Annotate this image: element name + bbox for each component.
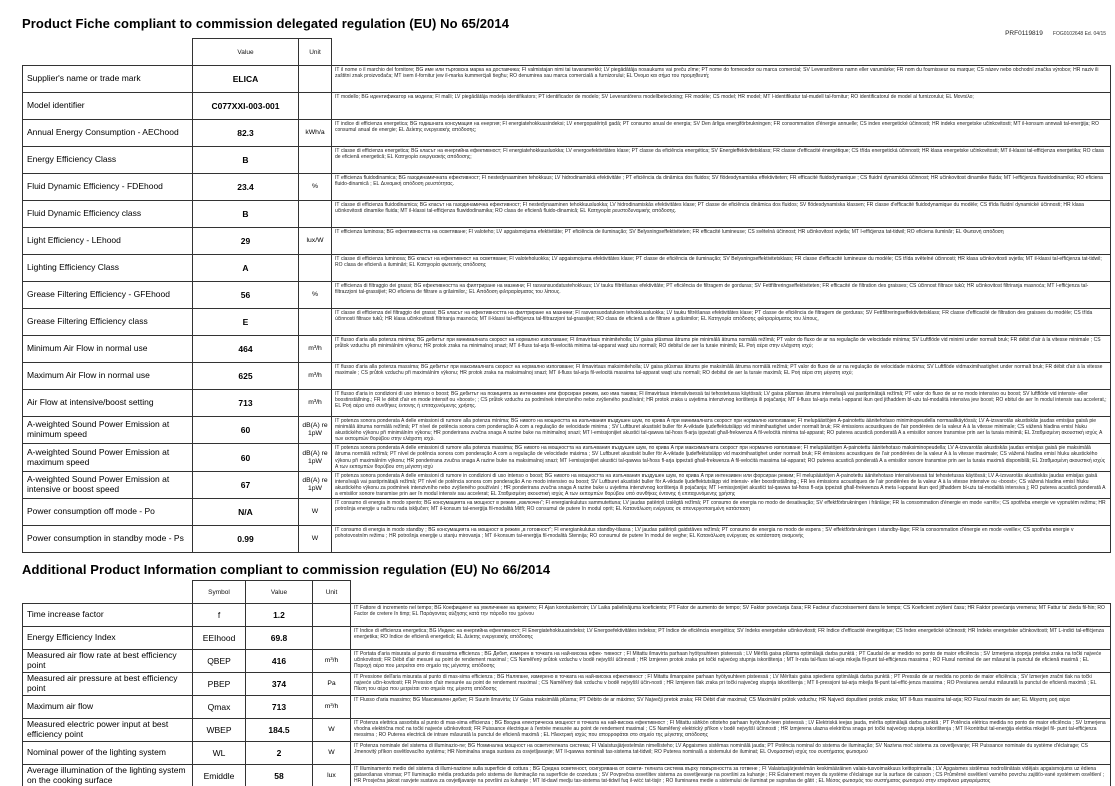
row-unit: dB(A) re 1pW — [299, 444, 332, 471]
row-value: 1.2 — [246, 604, 313, 627]
row-unit: m³/h — [299, 363, 332, 390]
row-description: IT Illuminamento medio del sistema di illumi-nazione sulla superficie di cottura ; BG Средна осветеност, осигурявана от освети- телната система върху повърхността за готвене ; FI Valaistusjärjestelmän keskimääräinen valais-tusvoimakkuus keittopinnalla ; LV Apgaismes sistēmas nodrošinātais vidējais apgaismojums uz ēdiena gatavošanas virsmas; PT Iluminação média produzida pelo sistema de iluminação na superfície de cozedura ; SV Povprečna osvetlitev sistema za osvetljevanje na površini za kuhanje ; FR Éclairement moyen du système d'éclairage sur la surface de cuisson ; CS Průměrné osvětlení varného povrchu zajišťo-vané systémem osvětlení ; HR Prosječna jakost rasvjete sustava za osvjetljavanje na površini za kuhanje ; MT Id-dawl medju tas-sistema tat-tidwil fuq il-wiċċ tat-tisjir ; RO Iluminarea medie a sistemului de iluminat pe suprafaa de gătit ; EL Μέσος φωτισμός του συστήματος φωτισμού στην επιφάνεια μαγειρέματος — [351, 765, 1111, 786]
row-label: A-weighted Sound Power Emission at minimum speed — [23, 417, 193, 444]
row-label: Maximum air flow — [23, 696, 193, 719]
table1-header-spacer-label — [23, 39, 193, 66]
row-unit: dB(A) re 1pW — [299, 417, 332, 444]
row-label: A-weighted Sound Power Emission at maximum speed — [23, 444, 193, 471]
row-label: Supplier's name or trade mark — [23, 66, 193, 93]
row-description: IT Flusso d'aria massimo; BG Максимален дебит; FI Suurin ilmavirta; LV Gaisa maksimālā plūsma; PT Débito de ar máximo; SV Največji pretok zraka; FR Débit d'air maximal; CS Maximální průtok vzduchu; HR Najveći dopušteni protok zraka; MT Il-fluss massimu tal-arja; RO Fluxul maxim de aer; EL Μέγιστη ροή αέρα — [351, 696, 1111, 719]
table-row — [23, 93, 1111, 120]
row-unit — [299, 147, 332, 174]
row-label: Minimum Air Flow in normal use — [23, 336, 193, 363]
row-label: Maximum Air Flow in normal use — [23, 363, 193, 390]
row-unit: W — [299, 526, 332, 553]
row-value: ELICA — [193, 66, 299, 93]
table-row — [23, 201, 1111, 228]
row-value: 82.3 — [193, 120, 299, 147]
row-label: Fluid Dynamic Efficiency - FDEhood — [23, 174, 193, 201]
row-description: IT classe di efficienza luminosa; BG класът на ефективност на осветяване; FI valoteholuokka; LV apgaismojuma efektivitātes klase; PT classe de eficiência de iluminação; SV Belysningseffektivitetsklass; FR classe d'efficacité lumineuse du modèle; CS třída světelné účinnosti; HR klasa učinkovitosti svjetla; MT il-klassi tal-effiċjenza tat-tidwil; RO clasa de eficienă a iluminări; EL Κατηγορία φωτεινής απόδοσης — [332, 255, 1111, 282]
row-label: Measured air flow rate at best efficiency point — [23, 650, 193, 673]
row-value: 2 — [246, 742, 313, 765]
table-row — [23, 719, 1111, 742]
table-row — [23, 66, 1111, 93]
row-description: IT classe di efficienza fluidodinamica; BG класът на газодинамична ефективност; FI nestedynaaminen tehokkuusluokka; LV hidrodinamiskās efektivitātes klase; PT classe de eficiência dinâmica dos fluidos; SV flödesdynamiska klassen; FR classe d'efficacité fluidodynamique du modèle; CS třída fluidní dynamické účinnosti; HR klasa učinkovitosti dinamike fluida; MT il-klassi tal-effiċjenza fluwidodinamika; RO clasa de eficienă fluido-dinamică; EL Κατηγορία ρευστοδυναμικής απόδοσης. — [332, 201, 1111, 228]
row-value: 23.4 — [193, 174, 299, 201]
row-description: IT il nome o il marchio del fornitore; BG име или търговска марка на доставчика; FI valmistajan nimi tai tavaramerkki; LV piegādātāja nosaukums vai preču zīme; PT nome do fornecedor ou marca comercial; SV Leverantörens namn eller varumärke; FR nom du fournisseur ou marque; CS název nebo obchodní značka výrobce; HR naziv ili zaštitni znak proizvođača; MT isem il-fornitur jew il-marka kummerċjali tiegħu; RO denumirea sau marca comercială a furnizorului; EL Όνομα και σήμα του προμηθευτή; — [332, 66, 1111, 93]
table-row — [23, 282, 1111, 309]
table-row — [23, 309, 1111, 336]
row-unit: m³/h — [313, 696, 351, 719]
row-value: 713 — [193, 390, 299, 417]
row-label: Measured electric power input at best efficiency point — [23, 719, 193, 742]
row-symbol: Emiddle — [193, 765, 246, 786]
table-row — [23, 120, 1111, 147]
row-unit — [299, 66, 332, 93]
row-value: 625 — [193, 363, 299, 390]
row-description: IT Fattore di incremento nel tempo; BG Коефициент на увеличение на времето; FI Ajan korotuskerroin; LV Laika palielinājuma koeficients; PT Fator de aumento de tempo; SV Faktor povećanja časa; FR Facteur d'accroissement dans le temps; CS Koeficient zvýšení času; HR Faktor povećanja vremena; MT Fattur ta' żieda fil-ħin; RO Factor de cretere în timp; EL Παράγοντας αύξησης κατά την πάροδο του χρόνου — [351, 604, 1111, 627]
row-value: 60 — [193, 417, 299, 444]
table-row — [23, 499, 1111, 526]
row-symbol: EEIhood — [193, 627, 246, 650]
row-description: IT Portata d'aria misurata al punto di massima efficienza ; BG Дебит, измерен в точката на най-висока ефек- тивност ; FI Mitattu ilmavirta parhaan hyötysuhteen pisteessä ; LV Mērītā gaisa plūsma optimālajā darba punktā ; PT Caudal de ar medido no ponto de maior eficiência ; SV Izmerjena stopnja pretoka zraka na točki najveće učinkovitosti; FR Débit d'air mesuré au point de rendement maximal ; CS Naměřený průtok vzduchu v bodě nejvyšší účinnosti ; HR Izmjeren protok zraka pri točki najvećeg stupnja iskorištenja ; MT Ir-rata tal-fluss tal-arja mkejla fil-punt tal-effiċjenza massima ; RO Fluxul nominal de aer măsurat la punctul de eficienă maximă ; EL Παροχή αέρα που μετρείται στο σημείο της μέγιστης απόδοσης — [351, 650, 1111, 673]
doc-code-primary: PRF0119819 — [1005, 30, 1043, 37]
row-symbol: Qmax — [193, 696, 246, 719]
row-symbol: f — [193, 604, 246, 627]
row-label: Energy Efficiency Class — [23, 147, 193, 174]
table2-header-symbol: Symbol — [193, 581, 246, 604]
row-unit — [299, 309, 332, 336]
row-description: IT efficienza luminosa; BG ефективността на осветяване; FI valoteho; LV apgaismojuma efektivitāte; PT eficiência de iluminação; SV Belysningseffektiviteten; FR efficacité lumineuse; CS světelná účinnost; HR učinkovitost svjetla; MT l-effiċjenza tat-tidwil; RO eficiena iluminăr; EL Φωτεινή απόδοση — [332, 228, 1111, 255]
document-header — [22, 16, 1110, 38]
row-label: Time increase factor — [23, 604, 193, 627]
row-label: Power consumption in standby mode - Ps — [23, 526, 193, 553]
row-symbol: PBEP — [193, 673, 246, 696]
row-value: N/A — [193, 499, 299, 526]
table-row — [23, 471, 1111, 498]
row-value: A — [193, 255, 299, 282]
row-value: 374 — [246, 673, 313, 696]
row-label: Fluid Dynamic Efficiency class — [23, 201, 193, 228]
table-row — [23, 742, 1111, 765]
table-row — [23, 673, 1111, 696]
row-unit — [313, 627, 351, 650]
document-codes — [1005, 22, 1106, 40]
row-description: IT consumo di energia in modo spento; BG консумацията на мощност в режим „изключен“; FI energiankulutus sammutettuna; LV jaudas patēriņš izslēgtā režīmā; PT consumo de energia no modo de desativação; SV effektförbrukningen i frånläge; FR la consommation d'énergie en mode «arrêt»; CS spotřeba energie ve vypnutém režimu; HR potrošnja energije u načinu rada isključen; MT il-konsum tal-enerġija fil-modalità Mitfi; RO consumul de putere în modul oprit; EL Κατανάλωση ενέργειας σε απενεργοποιημένη κατάσταση — [332, 499, 1111, 526]
table-row — [23, 696, 1111, 719]
row-value: B — [193, 201, 299, 228]
row-unit: dB(A) re 1pW — [299, 471, 332, 498]
row-description: IT consumo di energia in modo standby ; BG консумацията на мощност в режим „в готовност“; FI energiankulutus standby-tilassa ; LV jaudas patēriņš gaidstāves režīmā; PT consumo de energia no modo de espera ; SV effektförbrukningen i standby-läge; FR la consommation d'énergie en mode «veille»; CS spotřeba energie v pohotovostním režimu ; HR potrošnja energije u stanju mirovanja ; MT il-konsum tal-enerġija fil-modalità Stennija; RO consumul de putere în modul de veghe; EL Κατανάλωση ενέργειας σε κατάσταση αναμονής — [332, 526, 1111, 553]
row-value: 58 — [246, 765, 313, 786]
row-unit: % — [299, 282, 332, 309]
row-symbol: WBEP — [193, 719, 246, 742]
table2-header-spacer-desc — [351, 581, 1111, 604]
row-value: E — [193, 309, 299, 336]
row-label: Grease Filtering Efficiency - GFEhood — [23, 282, 193, 309]
row-value: 0.99 — [193, 526, 299, 553]
row-description: IT potenza sonora ponderata A delle emissioni di rumore alla potenza massima; BG нивото на мощността на излъчвания въздушен шум, по крива A при максималната скорост при нормално използване; FI melupäästöjen A-painotettu äänitehotaso maksiminopeudella; LV A-izsvarotās akustiskās jaudas emisijas gaisā pie maksimālā ātruma normālā režīmā; PT nível de potência sonora com ponderação A com a regulação de velocidade máxima ; SV Luftburet akustiskt buller för A-viktade ljudeffektutsläpp vid maximihastighet under normalt bruk; FR émissions acoustiques de l'air pondérées de la valeur A à la vitesse maximale; CS vážená hladina emisí hluku akustického výkonu při maximálním výkonu; HR ponderirana zvučna snaga A razine buke na maksimalnoj snazi; MT l-emissjonijiet akustiċi tal-qawwa tal-ħoss fl-arja ippeżati għall-frekwenza A fil-veloċità massima tal-apparat; RO puterea acustică ponderată A a emisiilor sonore transmise prin aer la turaia maximă disponibilă; EL Σταθμισμένη ακουστική ισχύς A των εκπομπών θορύβου στη μέγιστη ισχύ — [332, 444, 1111, 471]
row-value: 29 — [193, 228, 299, 255]
table-row — [23, 228, 1111, 255]
row-value: 56 — [193, 282, 299, 309]
doc-code-secondary: FOG0102648 Ed. 04/15 — [1052, 31, 1106, 37]
row-description: IT flusso d'aria in condizioni di uso intenso o boost; BG дебитът на позицията за интензивен или форсиран режим, ако има такива; FI ilmavirtaus intensiivisessä tai tehostetussa käytössä; LV gaisa plūsmas ātrums intensīvajā vai pastiprinātajā režīmā; PT valor do fluxo de ar no modo intensivo ou boost; SV luftflöde vid intensiv- eller boostinställning.; FR le débit d'air en mode intensif ou «boost»; ; CS průtok vzduchu za podmínek intenzivního nebo zvýšeného používání; HR protok zraka u uvjetima intenzivnog korištenja ili pojačanja; MT il-fluss tal-arja meta l-apparat ikun qed jitħaddem bl-użu tal-modalità intensiva jew boost; RO ebitul de aer în modul intensiv sau accelerat,; EL Ροή αέρα υπό συνθήκες έντονης ή επιταχυνόμενης χρήσης. — [332, 390, 1111, 417]
additional-info-table — [22, 580, 1111, 786]
row-unit: lux — [313, 765, 351, 786]
row-unit: m³/h — [299, 390, 332, 417]
row-description: IT flusso d'aria alla potenza minima; BG дебитът при минималната скорост на нормално използване; FI ilmavirtaus minimiteholla; LV gaisa plūsmas ātrums pie minimālā ātruma normālā režīmā; PT valor do fluxo de ar na regulação de velocidade mínima; SV Luftflöde vid minimi under normalt bruk; FR débit d'air à la vitesse minimale ; CS průtok vzduchu při minimálním výkonu; HR protok zraka na minimalnoj snazi; MT il-fluss tal-arja fil-velocità minima tal-apparat waqt użu normali; RO debitul de aer la turaie minimă; EL Ροή αέρα στην ελάχιστη ισχύ; — [332, 336, 1111, 363]
table1-header-unit: Unit — [299, 39, 332, 66]
row-unit — [299, 201, 332, 228]
row-symbol: WL — [193, 742, 246, 765]
row-description: IT modello; BG идентификатор на модела; FI malli; LV piegādātāja modeļa identifikators; PT identificador de modelo; SV Leverantörens modellbeteckning; FR modèle; CS model; HR model; MT l-identifikatur tal-mudell tal-fornitur; RO identificatorul de model al furnizorului; EL Μοντέλο; — [332, 93, 1111, 120]
row-unit: m³/h — [299, 336, 332, 363]
row-unit: W — [313, 742, 351, 765]
row-value: 184.5 — [246, 719, 313, 742]
row-label: Power consumption off mode - Po — [23, 499, 193, 526]
row-unit: kWh/a — [299, 120, 332, 147]
row-unit — [299, 93, 332, 120]
row-label: A-weighted Sound Power Emission at intensive or boost speed — [23, 471, 193, 498]
row-value: 416 — [246, 650, 313, 673]
row-unit — [299, 255, 332, 282]
table-row — [23, 526, 1111, 553]
table1-header-spacer-desc — [332, 39, 1111, 66]
table1-header-row — [23, 39, 1111, 66]
row-description: IT Pressione dell'aria misurata al punto di mas-sima efficienza ; BG Налягане, измерено в точката на най-висока ефективност ; FI Mitattu ilmanpaine parhaan hyötysuhteen pisteessä ; LV Mērītais gaisa spiediens optimālajā darba punktā ; PT Pressão de ar medida no ponto de maior eficiência ; SV Izmerjen zračni tlak na točki najveće učin-kovitosti; FR Pression d'air mesurée au point de rendement maximal ; CS Naměřený tlak vzduchu v bodě nejvyšší účin-nosti ; HR Izmjeren tlak zraka pri točki najvećeg stupnja iskorištenja ; MT Il-pressjoni tal-arja mkejla fil-punt tal-effiċ-jenza massima ; RO Presiunea aerului măsurată la punctul de eficienă maximă ; EL Πίεση του αέρα που μετριέται στο σημείο της μέγιστη απόδοσης — [351, 673, 1111, 696]
table-row — [23, 604, 1111, 627]
row-unit — [313, 604, 351, 627]
row-label: Grease Filtering Efficiency class — [23, 309, 193, 336]
table-row — [23, 363, 1111, 390]
row-unit: W — [299, 499, 332, 526]
row-description: IT indice di efficienza energetica; BG годишната консумация на енергия; FI energiatehokkuusindeksi; LV energopatēriņš gadā; PT consumo anual de energia; SV Den årliga energiförbrukningen; FR consommation d'énergie annuelle; CS index energetické účinnosti; HR indeks energetske učinkovitosti; MT il-konsum annwali tal-enerġija; RO consumul anual de energie; EL Δείκτης ενεργειακής απόδοσης; — [332, 120, 1111, 147]
product-fiche-table — [22, 38, 1111, 553]
row-unit: % — [299, 174, 332, 201]
row-description: IT Potenza nominale del sistema di illuminazio-ne; BG Номинална мощност на осветителната система; FI Valaistusjärjestelmän nimellisteho; LV Apgaismes sistēmas nominālā jauda; PT Potência nominal do sistema de iluminação; SV Nazivna moč sistema za osvetljevanje; FR Puissance nominale du système d'éclairage; CS Jmenovitý příkon osvětlovacího systému; HR Nominalna snaga sustava za osvjetljavanje; MT Il-qawwa nominali tas-sistema tat-tidwil; RO Puterea nominală a sistemului de iluminat; EL Ονομαστική ισχύς του συστήματος φωτισμού — [351, 742, 1111, 765]
row-description: IT Indice di efficienza energetica; BG Индекс на енергийна ефективност; FI Energiatehokkuusindeksi; LV Energoefektivitātes indekss; PT Índice de eficiência energética; SV Indeks energetske učinkovitosti; FR Indice d'efficacité énergétique; CS Index energetické účinnosti; HR Indeks energetske učinkovitosti; MT L-indiċi tal-effiċjenza enerġetika; RO Indice de eficienă energetică; EL Δείκτης ενεργειακής απόδοσης — [351, 627, 1111, 650]
row-unit: Pa — [313, 673, 351, 696]
table-row — [23, 147, 1111, 174]
table-row — [23, 417, 1111, 444]
table2-header-unit: Unit — [313, 581, 351, 604]
row-label: Energy Efficiency Index — [23, 627, 193, 650]
row-description: IT potenza sonora ponderata A delle emissioni di rumore in condizioni di uso intenso o boost; BG нивото на мощността на излъчвания въздушен шум, по крива A при интензивен или форсиран режим; FI melupäästöjen A-painotettu äänitehotaso intensiivisessä tai tehostetussa käytössä; LV A-izsvarotās akustiskās jaudas emisijas gaisā intensīvajā vai pastiprinātajā režīmā; PT nível de potência sonora com ponderação A no modo intensivo ou boost; SV Luftburet akustiskt buller för A-viktade ljudeffektutsläpp vid intensiv- eller boostinställning.; FR les émissions acoustiques de l'air pondérées de la valeur A à la vitesse intensive ou «boost»; CS vážená hladina emisí hluku akustického výkonu za podmínek intenzivního nebo zvýšeného používání ; HR ponderirana zvučna snaga A razine buke u uvjetima intenzivnog korištenja ili pojačanja; MT l-emissjonijiet akustiċi tal-qawwa tal-ħoss fl-arja ippeżati għall-frekwenza A meta l-apparat ikun qed jitħaddem bl-użu tal-modalità intensiva j; RO puterea acustică ponderată A a emisiilor sonore transmise prin aer în modul intensiv sau accelerat; EL Σταθμισμένη ακουστική ισχύς A των εκπομπών θορύβου υπό συνθήκες έντονης ή επιταχυνόμενης χρήσης — [332, 471, 1111, 498]
table2-header-row — [23, 581, 1111, 604]
table-row — [23, 174, 1111, 201]
page-title-additional: Additional Product Information compliant to commission regulation (EU) No 66/2014 — [22, 562, 551, 578]
table-row — [23, 627, 1111, 650]
row-value: B — [193, 147, 299, 174]
table2-header-value: Value — [246, 581, 313, 604]
table2-header-spacer-label — [23, 581, 193, 604]
row-value: 713 — [246, 696, 313, 719]
row-label: Average illumination of the lighting system on the cooking surface — [23, 765, 193, 786]
table-row — [23, 336, 1111, 363]
table-row — [23, 390, 1111, 417]
row-description: IT flusso d'aria alla potenza massima; BG дебитът при максималната скорост на нормално използване; FI ilmavirtaus maksimiteholla; LV gaisa plūsmas ātrums pie maksimālā ātruma normālā režīmā; PT valor do fluxo de ar na regulação de velocidade máxima; SV Luftflöde vidmaximihastighet under normalt bruk; FR débit d'air à la vitesse maximale ; CS průtok vzduchu při maximálním výkonu; HR protok zraka na maksimalnoj snazi; MT il-fluss tal-arja fil-velocità massima tal-apparat waqt użu normali; RO debitul de aer la turaie maximă; EL Ροή αέρα στη μέγιστη ισχύ; — [332, 363, 1111, 390]
row-value: C077XXI-003-001 — [193, 93, 299, 120]
table-row — [23, 650, 1111, 673]
row-description: IT efficienza fluidodinamica; BG газодинамичната ефективност; FI nestedynaaminen tehokkuus; LV hidrodinamiskā efektivitāte ; PT eficiência da dinâmica dos fluidos; SV flödesdynamiska effektiviteten; FR efficacité fluidodymanique ; CS fluidní dynamická účinnost; HR učinkovitost dinamike fluida; MT l-effiċjenza fluwidodinamika; RO eficiena fluido-dinamică ; EL Δυναμική απόδοση ρευστότητας. — [332, 174, 1111, 201]
row-value: 69.8 — [246, 627, 313, 650]
row-label: Nominal power of the lighting system — [23, 742, 193, 765]
row-value: 60 — [193, 444, 299, 471]
row-label: Model identifier — [23, 93, 193, 120]
row-description: IT classe di efficienza del filtraggio dei grassi; BG класът на ефективността на филтриране на мазнини; FI rasvansuodatuksen tehokkuusluokka; LV tauku filtrēšanas efektivitātes klase; PT classe de eficiência de filtragem de gorduras; SV Fettfiltreringseffektivitetsklass; FR classe d'efficacité de filtration des graisses du modèle; CS třída účinnosti filtrace tuků; HR klasa učinkovitosti filtriranja masnoća; MT il-klassi tal-effiċjenza tal-filtrazzjoni tal-grassijiet; RO clasa de eficienă a de filtrare a grăsimilor; EL Κατηγορία απόδοσης φιλτραρίσματος του λίπους, — [332, 309, 1111, 336]
table-row — [23, 444, 1111, 471]
row-description: IT classe di efficienza energetica; BG класът на енергийна ефективност; FI energiatehokkuusluokka; LV energoefektivitātes klase; PT classe da eficiência energética; SV Energieffektivitetsklass; FR classe d'efficacité énergétique; CS třída energetická účinnosti; HR klasa energetske učinkovitosti; MT il-klassi tal-effiċjenza enerġetika; RO clasa de eficienă energetică; EL Κατηγορία ενεργειακής απόδοσης; — [332, 147, 1111, 174]
row-unit: W — [313, 719, 351, 742]
row-description: IT potenza sonora ponderata A delle emissioni di rumore alla potenza minima; BG нивото на мощността на излъчвания въздушен шум, по крива A при минималната скорост при нормално използване; FI melupäästöjen A-painotettu äänitehotaso miniminopeudella normaalikäytössä; LV A-izsvarotās akustiskās jaudas emisijas gaisā pie minimālā ātruma normālā režīmā; PT nível de potência sonora com ponderação A com a regulação de velocidade minima ; SV Luftburet akustiskt buller för A-viktade ljudeffektutsläpp vid minimihastighet under normalt bruk; FR émissions acoustiques de l'air pondérées de la valeur A à la vitesse minimale; CS vážená hladina emisí hluku akustického výkonu při minimálním výkonu; HR ponderirana zvučna snaga A razine buke na minimalnoj snazi; MT l-emissjonijiet akustiċi tal-qawwa tal-ħoss fl-arja ippeżati għall-frekwenza A fil-veloċità minima tal-apparat; RO puterea acustică ponderată A a emisiilor sonore transmise prin aer la turaia minimă; EL Σταθμισμένη ακουστική ισχύς A των εκπομπών θορύβου στην ελάχιστη ισχύ. — [332, 417, 1111, 444]
page-title: Product Fiche compliant to commission delegated regulation (EU) No 65/2014 — [22, 16, 510, 31]
row-unit: m³/h — [313, 650, 351, 673]
row-unit: lux/W — [299, 228, 332, 255]
row-description: IT Potenza elettrica assorbita al punto di mas-sima efficienza ; BG Входна електрическа мощност в точката на най-висока ефективност ; FI Mitattu sähkön ottoteho parhaan hyötysuh-teen pisteessä ; LV Elektriskā ieejas jauda, mērīta optimālajā darba punktā ; PT Potência elétrica medida no ponto de maior eficiência ; SV Izmerjena vhodna električna moč na točki najveće učinkovitosti; FR Puissance électrique à l'entrée mesurée au point de rendement maximal ; CS Naměřený elektrický příkon v bodě nejvyšší účinnosti ; HR Izmjerena ulazna električna snaga pri točki najvećeg stupnja iskorištenja ; MT Il-kontribut tal-enerġija eletrika mkejjel fil- punt tal-effiċjenza messima ; RO Puterea electrică de intrare măsurată la punctul de eficienă maximă ; EL Ηλεκτρική ισχύς που απορροφάται στο σημείο της μέγιστης απόδοσης — [351, 719, 1111, 742]
row-value: 464 — [193, 336, 299, 363]
row-label: Annual Energy Consumption - AEChood — [23, 120, 193, 147]
row-label: Light Efficiency - LEhood — [23, 228, 193, 255]
table-row — [23, 255, 1111, 282]
row-symbol: QBEP — [193, 650, 246, 673]
table-row — [23, 765, 1111, 786]
row-label: Lighting Efficiency Class — [23, 255, 193, 282]
row-value: 67 — [193, 471, 299, 498]
row-label: Measured air pressure at best efficiency point — [23, 673, 193, 696]
table1-header-value: Value — [193, 39, 299, 66]
row-label: Air Flow at intensive/boost setting — [23, 390, 193, 417]
row-description: IT efficienza di filtraggio dei grassi; BG ефективността на филтриране на мазнини; FI rasvansuodatustehokkuus; LV tauku filtrēšanas efektivitāte; PT eficiência de filtragem de gorduras; SV Fettfiltreringseffektiviteten; FR efficacité de filtration des graisses; CS účinnost filtrace tuků; HR učinkovitost filtriranja masnoća; MT l-effiċjenza tal-filtrazzjoni tal-grassijiet; RO eficiena de filtrare a grăsimilor,; EL Απόδοση φιλτραρίσματος του λίπους. — [332, 282, 1111, 309]
